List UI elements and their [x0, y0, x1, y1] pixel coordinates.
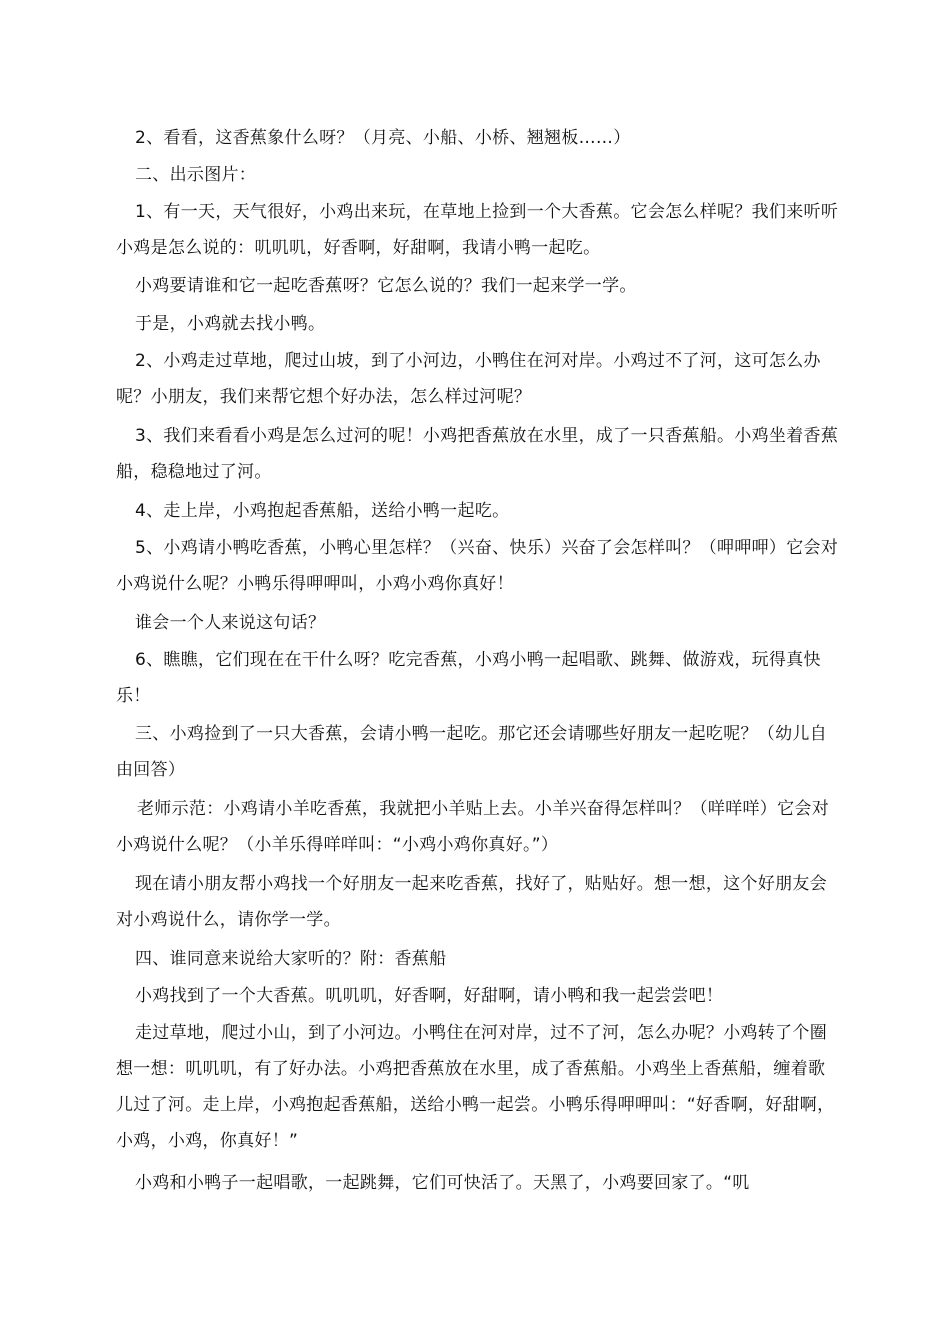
paragraph-story-ending: 小鸡和小鸭子一起唱歌，一起跳舞，它们可快活了。天黑了，小鸡要回家了。“叽 [135, 1173, 750, 1193]
paragraph-chick-finds-banana: 1、有一天，天气很好，小鸡出来玩，在草地上捡到一个大香蕉。它会怎么样呢？我们来听听小鸡是怎么说的：叽叽叽，好香啊，好甜啊，我请小鸭一起吃。 [116, 202, 839, 258]
paragraph-banana-shape-question: 2、看看，这香蕉象什么呀？（月亮、小船、小桥、翘翘板……） [135, 128, 631, 148]
paragraph-story-intro: 小鸡找到了一个大香蕉。叽叽叽，好香啊，好甜啊，请小鸭和我一起尝尝吧！ [135, 986, 724, 1006]
paragraph-go-find-duck: 于是，小鸡就去找小鸭。 [135, 314, 326, 334]
paragraph-find-friend: 现在请小朋友帮小鸡找一个好朋友一起来吃香蕉，找好了，贴贴好。想一想，这个好朋友会对小鸡说什么，请你学一学。 [116, 874, 827, 930]
paragraph-who-to-invite: 小鸡要请谁和它一起吃香蕉呀？它怎么说的？我们一起来学一学。 [135, 276, 637, 296]
paragraph-who-can-say: 谁会一个人来说这句话？ [135, 613, 326, 633]
paragraph-play-together: 6、瞧瞧，它们现在在干什么呀？吃完香蕉，小鸡小鸭一起唱歌、跳舞、做游戏，玩得真快乐！ [116, 650, 821, 706]
paragraph-banana-boat: 3、我们来看看小鸡是怎么过河的呢！小鸡把香蕉放在水里，成了一只香蕉船。小鸡坐着香蕉船，稳稳地过了河。 [116, 426, 839, 482]
paragraph-go-ashore: 4、走上岸，小鸡抱起香蕉船，送给小鸭一起吃。 [135, 501, 510, 521]
heading-section-four: 四、谁同意来说给大家听的？附：香蕉船 [135, 949, 447, 969]
paragraph-cross-river-problem: 2、小鸡走过草地，爬过山坡，到了小河边，小鸭住在河对岸。小鸡过不了河，这可怎么办呢？小朋友，我们来帮它想个好办法，怎么样过河呢？ [116, 351, 821, 407]
paragraph-teacher-demo: 老师示范：小鸡请小羊吃香蕉，我就把小羊贴上去。小羊兴奋得怎样叫？（咩咩咩）它会对小鸡说什么呢？（小羊乐得咩咩叫：“小鸡小鸡你真好。”） [116, 799, 829, 855]
paragraph-duck-happy: 5、小鸡请小鸭吃香蕉，小鸭心里怎样？（兴奋、快乐）兴奋了会怎样叫？（呷呷呷）它会对小鸡说什么呢？小鸭乐得呷呷叫，小鸡小鸡你真好！ [116, 538, 839, 594]
heading-show-pictures: 二、出示图片： [135, 165, 257, 185]
paragraph-story-crossing: 走过草地，爬过小山，到了小河边。小鸭住在河对岸，过不了河，怎么办呢？小鸡转了个圈想一想：叽叽叽，有了好办法。小鸡把香蕉放在水里，成了香蕉船。小鸡坐上香蕉船，缠着歌儿过了河。走上岸，小鸡抱起香蕉船，送给小鸭一起尝。小鸭乐得呷呷叫：“好香啊，好甜啊，小鸡，小鸡，你真好！” [116, 1023, 835, 1151]
heading-section-three: 三、小鸡捡到了一只大香蕉，会请小鸭一起吃。那它还会请哪些好朋友一起吃呢？（幼儿自由回答） [116, 724, 827, 780]
